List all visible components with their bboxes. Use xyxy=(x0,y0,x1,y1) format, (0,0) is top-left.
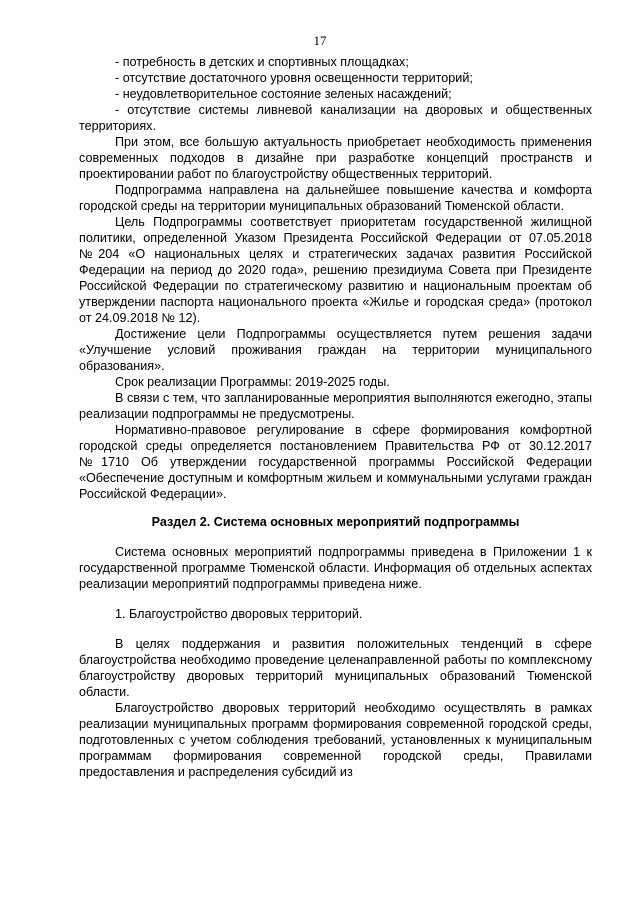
section-paragraph: Система основных мероприятий подпрограммы приведена в Приложении 1 к государственной программе Тюменской области. Информация об отдельных аспектах реализации мероприятий подпрограммы приведена ниже. xyxy=(79,545,592,591)
paragraph: Цель Подпрограммы соответствует приоритетам государственной жилищной политики, определенной Указом Президента Российской Федерации от 07.05.2018 №204 «О национальных целях и стратегических задачах развития Российской Федерации на период до 2020 года», решению президиума Совета при Президенте Российской Федерации по стратегическому развитию и национальным проектам об утверждении паспорта национального проекта «Жилье и городская среда» (протокол от 24.09.2018 № 12). xyxy=(79,215,592,325)
spacer xyxy=(79,530,592,544)
section-heading: Раздел 2. Система основных мероприятий подпрограммы xyxy=(151,515,520,529)
paragraph: Срок реализации Программы: 2019-2025 годы. xyxy=(115,375,390,389)
paragraph: В связи с тем, что запланированные мероприятия выполняются ежегодно, этапы реализации подпрограммы не предусмотрены. xyxy=(79,391,592,421)
spacer xyxy=(79,592,592,606)
bullet-item: - отсутствие достаточного уровня освещенности территорий; xyxy=(115,71,473,85)
paragraph: При этом, все большую актуальность приобретает необходимость применения современных подходов в дизайне при разработке концепций пространств и проектировании работ по благоустройству общественных территорий. xyxy=(79,135,592,181)
spacer xyxy=(79,622,592,636)
paragraph: Нормативно-правовое регулирование в сфере формирования комфортной городской среды определяется постановлением Правительства РФ от 30.12.2017 №1710 Об утверждении государственной программы Российской Федерации «Обеспечение доступным и комфортным жильем и коммунальными услугами граждан Российской Федерации». xyxy=(79,423,592,501)
subsection-title: 1. Благоустройство дворовых территорий. xyxy=(115,607,363,621)
paragraph: Достижение цели Подпрограммы осуществляется путем решения задачи «Улучшение условий проживания граждан на территории муниципального образования». xyxy=(79,327,592,373)
bullet-item: - неудовлетворительное состояние зеленых насаждений; xyxy=(115,87,452,101)
spacer xyxy=(79,502,592,514)
document-body xyxy=(79,54,592,780)
paragraph: Благоустройство дворовых территорий необходимо осуществлять в рамках реализации муниципальных программ формирования современной городской среды, подготовленных с учетом соблюдения требований, установленных к муниципальным программам формирования современной городской среды, Правилами предоставления и распределения субсидий из xyxy=(79,701,592,779)
paragraph: В целях поддержания и развития положительных тенденций в сфере благоустройства необходимо проведение целенаправленной работы по комплексному благоустройству дворовых территорий муниципальных образований Тюменской области. xyxy=(79,637,592,699)
bullet-item: - отсутствие системы ливневой канализации на дворовых и общественных территориях. xyxy=(79,103,592,133)
bullet-item: - потребность в детских и спортивных площадках; xyxy=(115,55,409,69)
page-number: 17 xyxy=(313,33,327,48)
paragraph: Подпрограмма направлена на дальнейшее повышение качества и комфорта городской среды на территории муниципальных образований Тюменской области. xyxy=(79,183,592,213)
